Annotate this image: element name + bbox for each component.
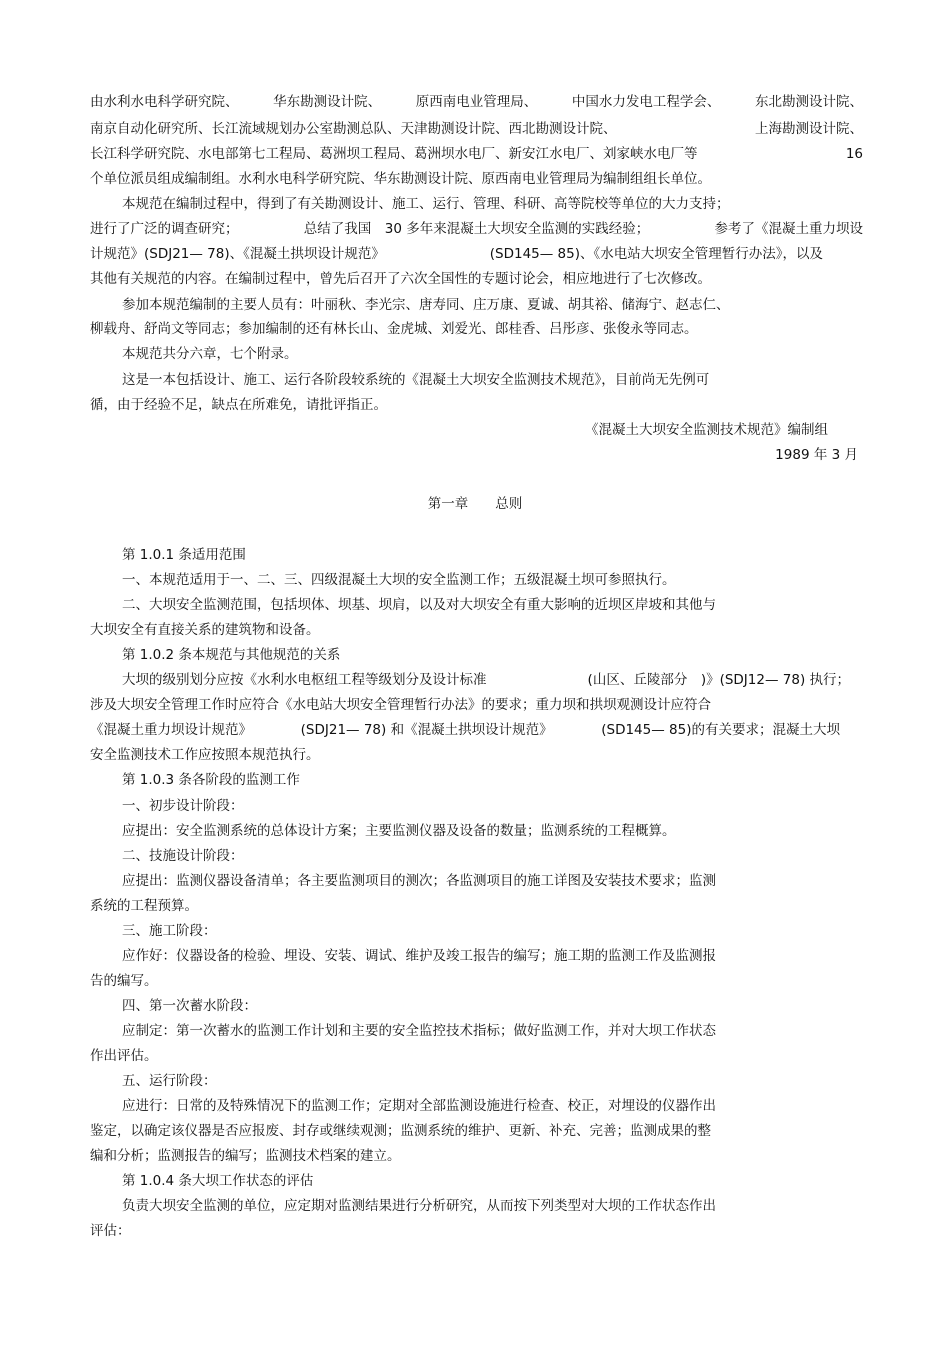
paragraph-line: 评估： (90, 1223, 131, 1239)
preface-line: 循，由于经验不足，缺点在所难免，请批评指正。 (90, 397, 387, 413)
chapter-title: 第一章 总则 (427, 496, 523, 512)
paragraph-line: 作出评估。 (90, 1048, 158, 1064)
paragraph-line: 编和分析；监测报告的编写；监测技术档案的建立。 (90, 1148, 401, 1164)
paragraph-line: 五、运行阶段： (122, 1073, 217, 1089)
paragraph-line: 大坝的级别划分应按《水利水电枢纽工程等级划分及设计标准 (山区、丘陵部分 )》(SDJ12— 78) 执行； (122, 672, 850, 688)
preface-line: 计规范》(SDJ21— 78)、《混凝土拱坝设计规范》 (SD145— 85)、《水电站大坝安全管理暂行办法》，以及 (90, 246, 823, 262)
paragraph-line: 鉴定，以确定该仪器是否应报废、封存或继续观测；监测系统的维护、更新、补充、完善；监测成果的整 (90, 1123, 711, 1139)
preface-line: 长江科学研究院、水电部第七工程局、葛洲坝工程局、葛洲坝水电厂、新安江水电厂、刘家峡水电厂等 16 (90, 146, 863, 162)
paragraph-line: 《混凝土重力坝设计规范》 (SDJ21— 78) 和《混凝土拱坝设计规范》 (SD145— 85)的有关要求；混凝土大坝 (90, 722, 840, 738)
preface-line: 个单位派员组成编制组。水利水电科学研究院、华东勘测设计院、原西南电业管理局为编制组组长单位。 (90, 171, 711, 187)
article-heading: 第 1.0.1 条适用范围 (122, 547, 246, 563)
paragraph-line: 应提出：监测仪器设备清单；各主要监测项目的测次；各监测项目的施工详图及安装技术要求；监测 (122, 873, 716, 889)
preface-line: 参加本规范编制的主要人员有：叶丽秋、李光宗、唐寿同、庄万康、夏诚、胡其裕、储海宁、赵志仁、 (122, 297, 730, 313)
paragraph-line: 涉及大坝安全管理工作时应符合《水电站大坝安全管理暂行办法》的要求；重力坝和拱坝观测设计应符合 (90, 697, 711, 713)
paragraph-line: 应进行：日常的及特殊情况下的监测工作；定期对全部监测设施进行检查、校正，对埋设的仪器作出 (122, 1098, 716, 1114)
paragraph-line: 一、初步设计阶段： (122, 798, 244, 814)
preface-line: 南京自动化研究所、长江流域规划办公室勘测总队、天津勘测设计院、西北勘测设计院、 上海勘测设计院、 (90, 121, 863, 137)
paragraph-line: 系统的工程预算。 (90, 898, 198, 914)
preface-date: 1989 年 3 月 (775, 447, 858, 463)
preface-signature: 《混凝土大坝安全监测技术规范》编制组 (585, 422, 828, 438)
article-heading: 第 1.0.4 条大坝工作状态的评估 (122, 1173, 314, 1189)
paragraph-line: 应制定：第一次蓄水的监测工作计划和主要的安全监控技术指标；做好监测工作，并对大坝工作状态 (122, 1023, 716, 1039)
preface-line: 本规范在编制过程中，得到了有关勘测设计、施工、运行、管理、科研、高等院校等单位的大力支持； (122, 196, 730, 212)
paragraph-line: 一、本规范适用于一、二、三、四级混凝土大坝的安全监测工作；五级混凝土坝可参照执行。 (122, 572, 676, 588)
preface-line: 柳载舟、舒尚文等同志；参加编制的还有林长山、金虎城、刘爱光、郎桂香、吕彤彦、张俊永等同志。 (90, 321, 698, 337)
preface-line: 本规范共分六章，七个附录。 (122, 346, 298, 362)
paragraph-line: 大坝安全有直接关系的建筑物和设备。 (90, 622, 320, 638)
article-heading: 第 1.0.2 条本规范与其他规范的关系 (122, 647, 341, 663)
preface-line: 这是一本包括设计、施工、运行各阶段较系统的《混凝土大坝安全监测技术规范》，目前尚无先例可 (122, 372, 710, 388)
paragraph-line: 负责大坝安全监测的单位，应定期对监测结果进行分析研究，从而按下列类型对大坝的工作状态作出 (122, 1198, 716, 1214)
article-heading: 第 1.0.3 条各阶段的监测工作 (122, 772, 300, 788)
paragraph-line: 告的编写。 (90, 973, 158, 989)
preface-line: 其他有关规范的内容。在编制过程中，曾先后召开了六次全国性的专题讨论会，相应地进行了七次修改。 (90, 271, 711, 287)
preface-line: 进行了广泛的调查研究； 总结了我国 30 多年来混凝土大坝安全监测的实践经验； 参考了《混凝土重力坝设 (90, 221, 863, 237)
paragraph-line: 四、第一次蓄水阶段： (122, 998, 257, 1014)
paragraph-line: 二、技施设计阶段： (122, 848, 244, 864)
preface-line: 由水利水电科学研究院、 华东勘测设计院、 原西南电业管理局、 中国水力发电工程学会、 东北勘测设计院、 (90, 94, 863, 110)
paragraph-line: 二、大坝安全监测范围，包括坝体、坝基、坝肩，以及对大坝安全有重大影响的近坝区岸坡和其他与 (122, 597, 716, 613)
paragraph-line: 应作好：仪器设备的检验、埋设、安装、调试、维护及竣工报告的编写；施工期的监测工作及监测报 (122, 948, 716, 964)
paragraph-line: 三、施工阶段： (122, 923, 217, 939)
paragraph-line: 应提出：安全监测系统的总体设计方案；主要监测仪器及设备的数量；监测系统的工程概算。 (122, 823, 676, 839)
paragraph-line: 安全监测技术工作应按照本规范执行。 (90, 747, 320, 763)
